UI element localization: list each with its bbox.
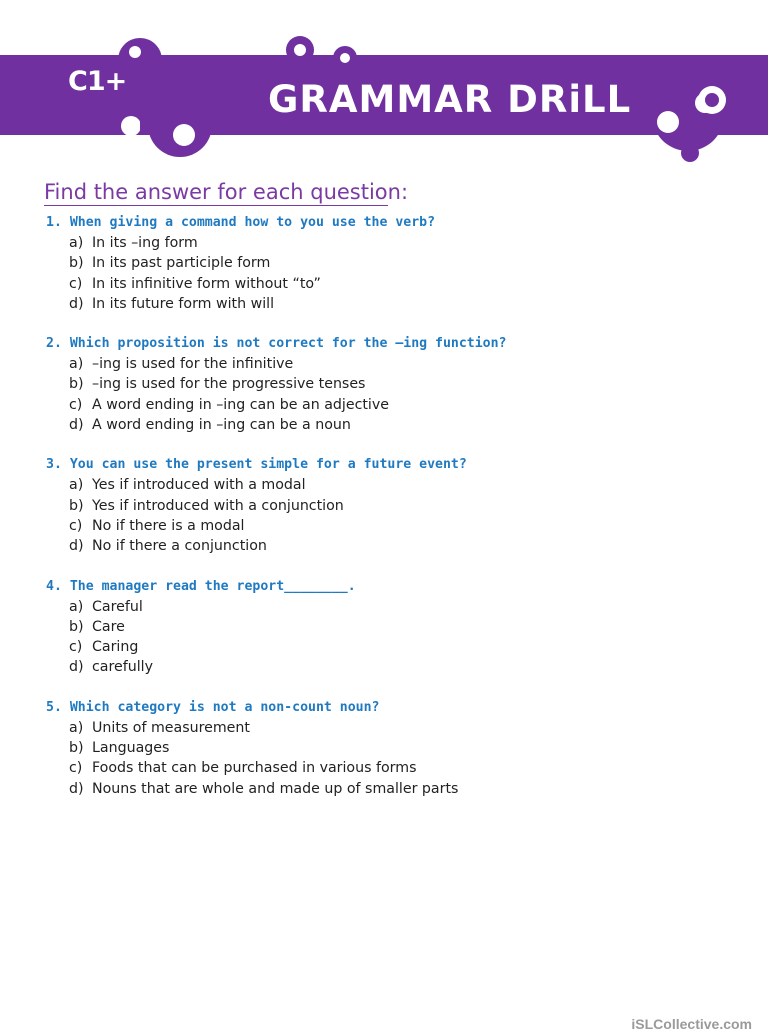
option-letter: b)	[69, 376, 84, 393]
option-letter: b)	[69, 618, 84, 635]
option-text: A word ending in –ing can be an adjective	[92, 396, 389, 413]
option-letter: b)	[69, 740, 84, 757]
option-text: No if there a conjunction	[92, 538, 267, 555]
question-text: 5. Which category is not a non-count noun?	[46, 699, 380, 715]
option-letter: c)	[69, 639, 83, 656]
option-text: Nouns that are whole and made up of smaller parts	[92, 780, 459, 797]
answer-option	[46, 738, 736, 758]
instruction-underline	[44, 205, 388, 206]
question-2	[46, 334, 736, 435]
option-letter: a)	[69, 598, 84, 615]
option-text: Yes if introduced with a modal	[92, 477, 306, 494]
option-letter: b)	[69, 497, 84, 514]
answer-option	[46, 395, 736, 415]
option-text: No if there is a modal	[92, 517, 245, 534]
option-text: –ing is used for the infinitive	[92, 356, 294, 373]
option-text: Languages	[92, 740, 170, 757]
question-text: 4. The manager read the report________.	[46, 578, 356, 594]
option-letter: d)	[69, 659, 84, 676]
option-letter: d)	[69, 417, 84, 434]
option-letter: b)	[69, 255, 84, 272]
question-1	[46, 213, 736, 314]
option-letter: d)	[69, 780, 84, 797]
option-letter: a)	[69, 235, 84, 251]
page-title: GRAMMAR DRiLL	[268, 78, 632, 121]
answer-option	[46, 718, 736, 738]
instruction-heading: Find the answer for each question:	[44, 180, 409, 204]
option-text: In its past participle form	[92, 255, 271, 272]
option-letter: c)	[69, 396, 83, 413]
answer-option	[46, 617, 736, 637]
option-text: –ing is used for the progressive tenses	[92, 376, 366, 393]
option-letter: c)	[69, 760, 83, 777]
option-text: carefully	[92, 659, 154, 676]
answer-option	[46, 294, 736, 314]
question-4	[46, 577, 736, 678]
option-text: In its –ing form	[92, 235, 198, 251]
option-letter: a)	[69, 719, 84, 736]
option-text: Foods that can be purchased in various forms	[92, 760, 417, 777]
question-5	[46, 698, 736, 799]
answer-option	[46, 779, 736, 799]
option-letter: a)	[69, 477, 84, 494]
question-list	[46, 213, 736, 819]
answer-option	[46, 374, 736, 394]
answer-option	[46, 233, 736, 253]
option-letter: d)	[69, 538, 84, 555]
answer-option	[46, 274, 736, 294]
site-watermark: iSLCollective.com	[631, 1016, 752, 1032]
option-text: Yes if introduced with a conjunction	[92, 497, 344, 514]
answer-option	[46, 597, 736, 617]
answer-option	[46, 536, 736, 556]
option-text: Units of measurement	[92, 719, 250, 736]
answer-option	[46, 475, 736, 495]
answer-option	[46, 516, 736, 536]
header-banner	[0, 0, 768, 170]
answer-option	[46, 415, 736, 435]
option-letter: a)	[69, 356, 84, 373]
option-letter: c)	[69, 517, 83, 534]
question-text: 1. When giving a command how to you use the verb?	[46, 215, 436, 230]
answer-option	[46, 253, 736, 273]
answer-option	[46, 637, 736, 657]
answer-option	[46, 657, 736, 677]
answer-option	[46, 354, 736, 374]
option-letter: c)	[69, 275, 83, 292]
option-text: In its future form with will	[92, 295, 275, 312]
level-badge: C1+	[68, 66, 127, 97]
option-letter: d)	[69, 295, 84, 312]
answer-option	[46, 758, 736, 778]
answer-option	[46, 496, 736, 516]
option-text: Careful	[92, 598, 143, 615]
option-text: Caring	[92, 639, 139, 656]
question-text: 3. You can use the present simple for a future event?	[46, 457, 467, 473]
option-text: Care	[92, 618, 125, 635]
option-text: A word ending in –ing can be a noun	[92, 417, 351, 434]
option-text: In its infinitive form without “to”	[92, 275, 321, 292]
question-3	[46, 455, 736, 556]
question-text: 2. Which proposition is not correct for the –ing function?	[46, 336, 507, 352]
